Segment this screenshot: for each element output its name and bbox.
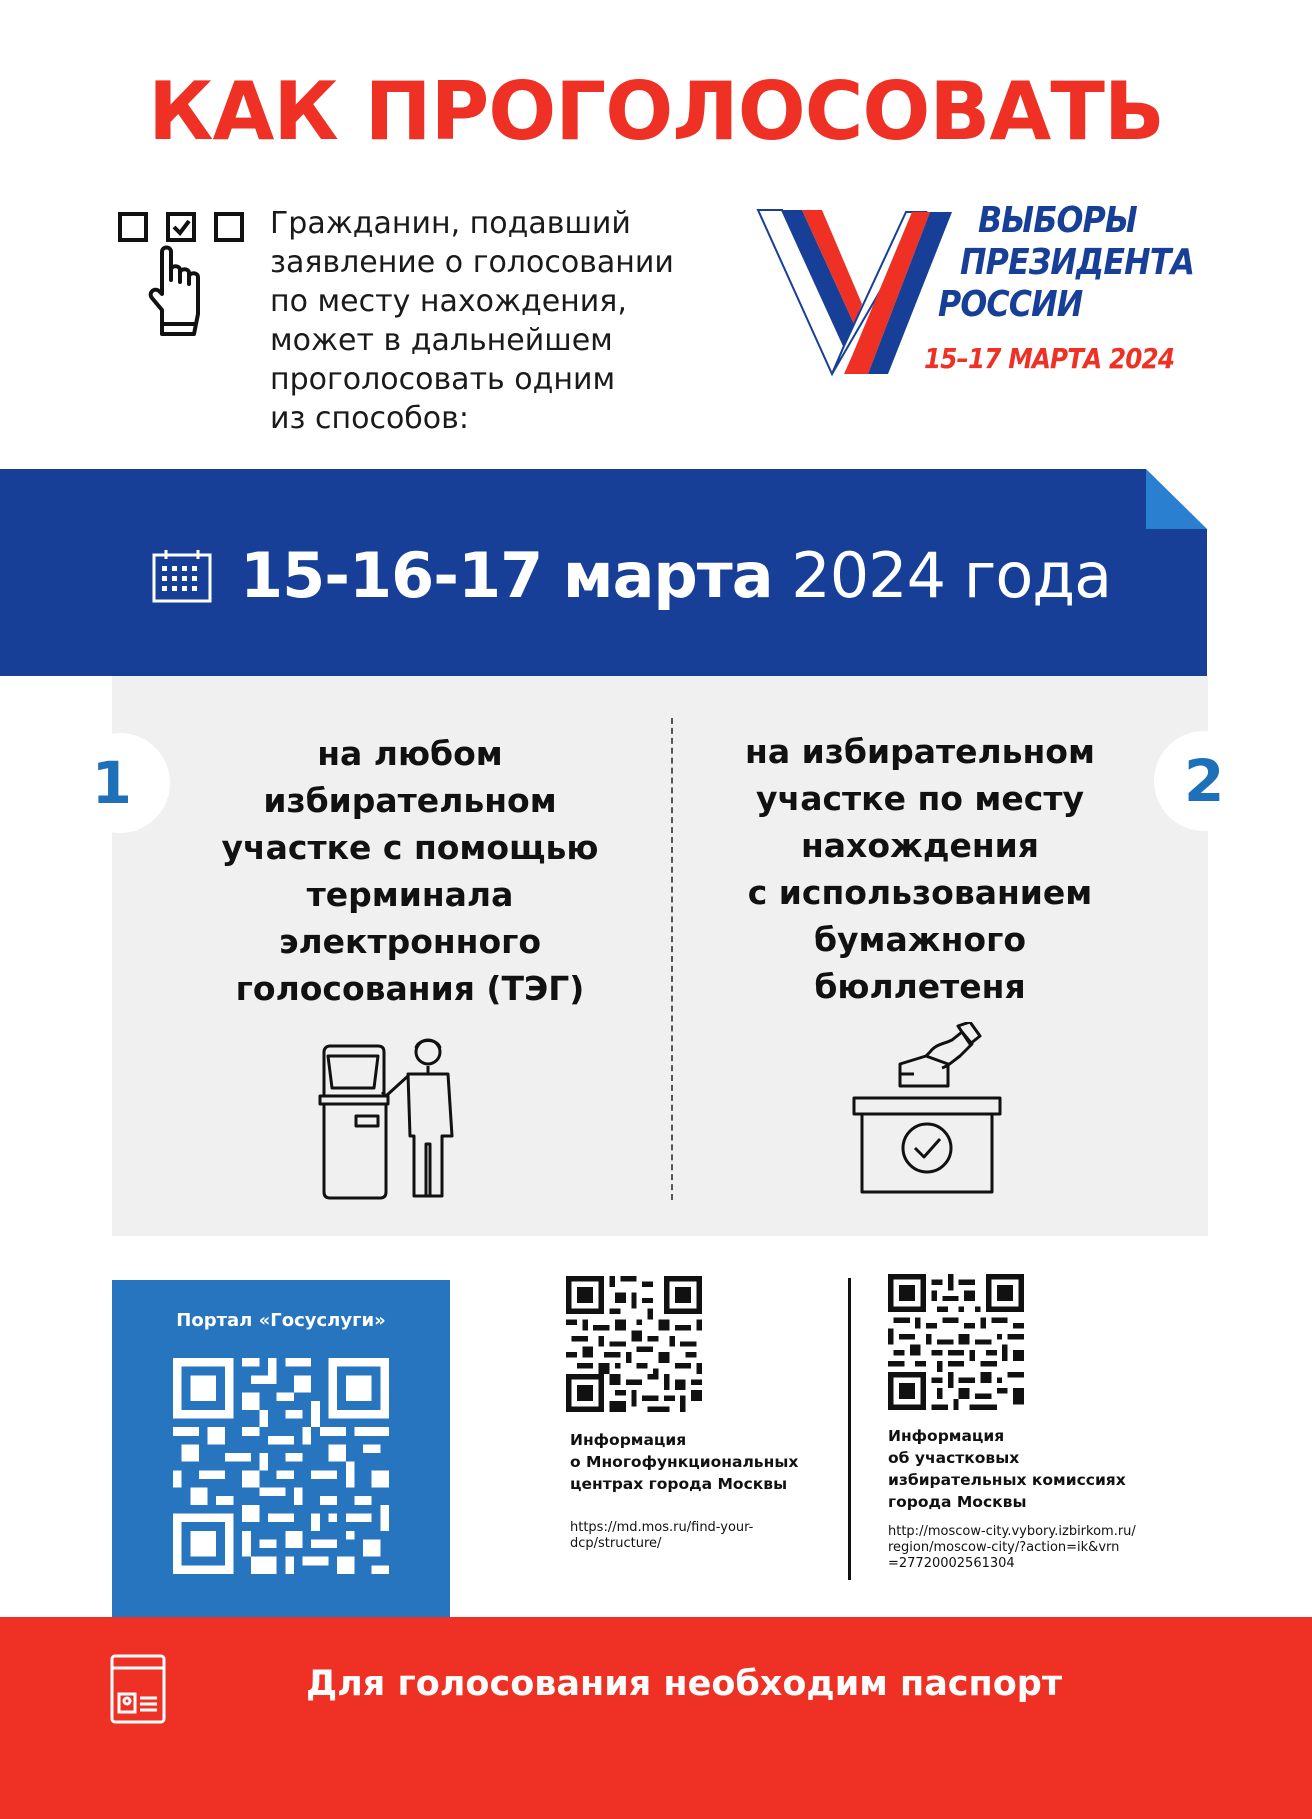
gosuslugi-title: Портал «Госуслуги» [176,1310,386,1331]
url-line: dcp/structure/ [570,1536,662,1551]
intro-paragraph [270,204,790,438]
checkbox-pointer-icon [118,210,250,340]
intro-line: проголосовать одним [270,362,616,397]
method-line: электронного [278,922,542,961]
uik-caption [888,1425,1126,1513]
method-2-text [690,728,1150,1010]
mfc-url[interactable] [570,1520,753,1552]
voting-terminal-person-icon [318,1032,468,1200]
methods-divider [671,718,673,1200]
method-number-1: 1 [70,733,170,833]
mfc-qr-code[interactable] [566,1276,702,1412]
method-1-text [170,730,650,1012]
banner-date-bold: 15-16-17 марта [240,539,773,612]
intro-line: может в дальнейшем [270,323,613,358]
logo-line-1: ВЫБОРЫ [978,200,1137,241]
method-line: избирательном [263,781,557,820]
uik-qr-code[interactable] [888,1274,1024,1410]
method-line: на любом [317,734,503,773]
method-line: бумажного [813,920,1027,959]
intro-line: из способов: [270,401,469,436]
url-line: https://md.mos.ru/find-your- [570,1520,754,1535]
caption-line: об участковых [888,1449,1020,1467]
method-line: терминала [306,875,514,914]
logo-line-2: ПРЕЗИДЕНТА [960,242,1195,283]
banner-date-text [240,540,1111,612]
footer-bar [0,1617,1312,1819]
method-line: на избирательном [745,732,1095,771]
qr-divider-line [848,1278,851,1580]
gosuslugi-qr-code[interactable] [173,1358,389,1574]
caption-line: центрах города Москвы [570,1475,788,1493]
method-number-2: 2 [1154,731,1254,831]
election-logo-text [918,200,1248,326]
poster-title: КАК ПРОГОЛОСОВАТЬ [148,65,1164,158]
uik-url[interactable] [888,1524,1136,1572]
mfc-caption [570,1429,798,1495]
method-line: бюллетеня [814,967,1026,1006]
caption-line: Информация [888,1427,1005,1445]
intro-line: заявление о голосовании [270,245,674,280]
caption-line: избирательных комиссиях [888,1471,1126,1489]
ballot-box-icon [852,1022,1002,1194]
caption-line: Информация [570,1431,687,1449]
method-line: участке по месту [756,779,1084,818]
method-line: с использованием [747,873,1093,912]
passport-icon [110,1654,166,1724]
footer-passport-text: Для голосования необходим паспорт [306,1664,1063,1704]
intro-line: Гражданин, подавший [270,206,631,241]
banner-corner-fold [1146,469,1207,529]
method-line: нахождения [800,826,1039,865]
election-date: 15–17 МАРТА 2024 [924,342,1175,375]
caption-line: города Москвы [888,1493,1027,1511]
url-line: http://moscow-city.vybory.izbirkom.ru/ [888,1524,1136,1539]
url-line: =27720002561304 [888,1556,1015,1571]
url-line: region/moscow-city/?action=ik&vrn [888,1540,1120,1555]
logo-line-3: РОССИИ [938,284,1083,325]
banner-date-rest: 2024 года [791,539,1112,612]
intro-line: по месту нахождения, [270,284,627,319]
method-line: голосования (ТЭГ) [235,969,585,1008]
caption-line: о Многофункциональных [570,1453,799,1471]
calendar-icon [152,549,212,603]
method-line: участке с помощью [221,828,599,867]
